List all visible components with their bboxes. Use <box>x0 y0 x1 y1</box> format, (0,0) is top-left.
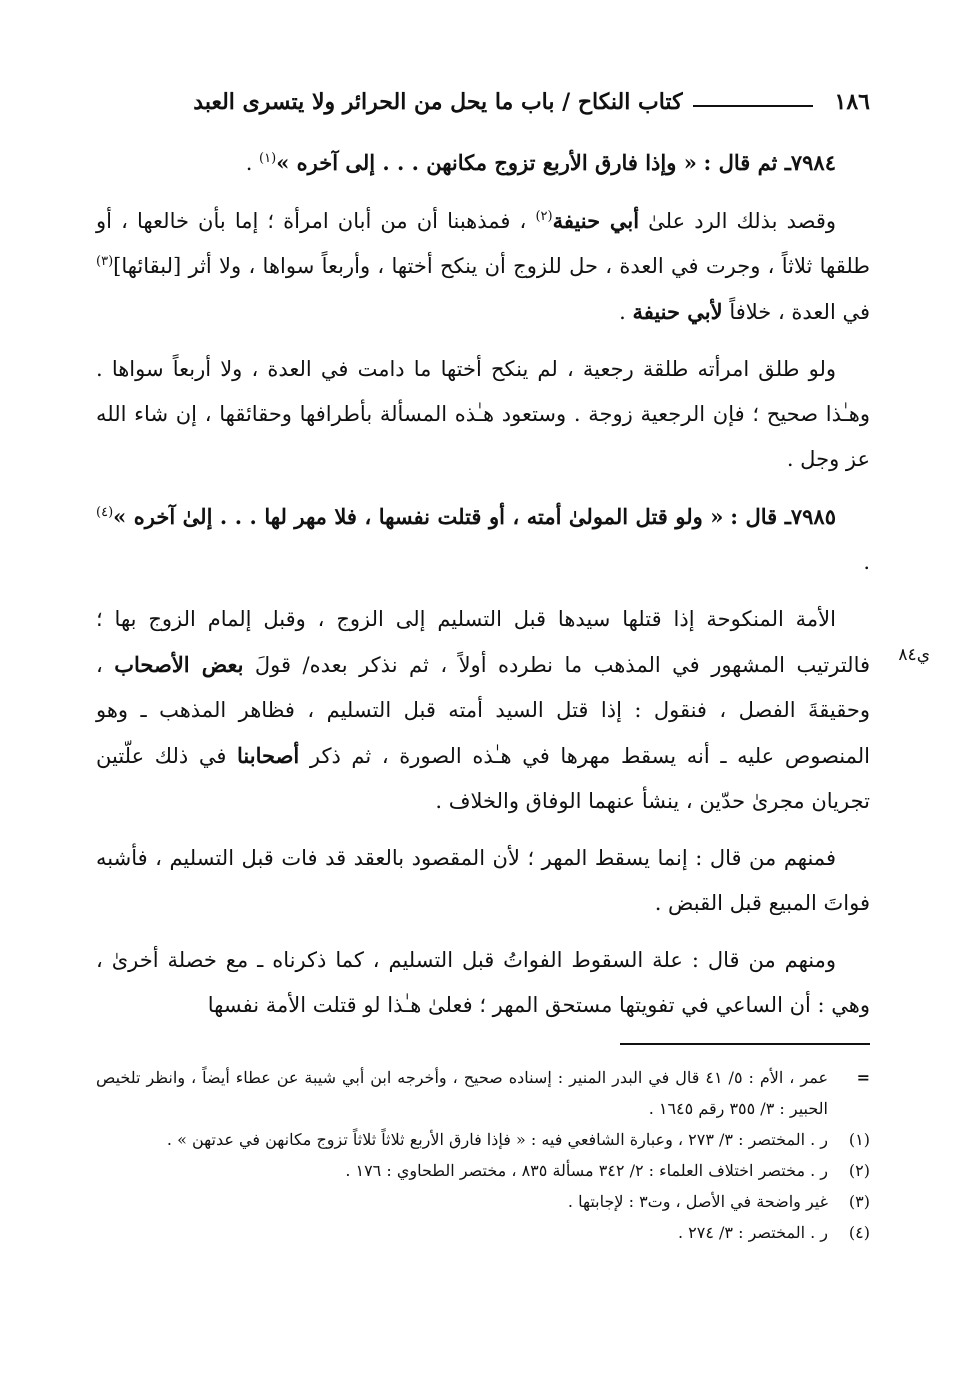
footnote-ref: (٣) <box>96 254 114 269</box>
footnote <box>96 1217 870 1248</box>
footnote-number: (٢) <box>848 1161 870 1180</box>
footnote-text: ر . المختصر : ٣/ ٢٧٣ ، وعبارة الشافعي فيه : « فإذا فارق الأربع ثلاثاً ثلاثاً تزوج مكانهن في عدتهن » . <box>166 1130 828 1149</box>
margin-folio-note: ي٨٤ <box>898 645 930 665</box>
paragraph: فمنهم من قال : إنما يسقط المهر ؛ لأن المقصود بالعقد قد فات قبل التسليم ، فأشبه فواتَ المبيع قبل القبض . <box>96 846 870 915</box>
main-text <box>96 140 870 1040</box>
footnote-separator <box>620 1043 870 1045</box>
footnote-text: ر . مختصر اختلاف العلماء : ٢/ ٣٤٢ مسألة ٨٣٥ ، مختصر الطحاوي : ١٧٦ . <box>345 1161 828 1180</box>
footnote <box>96 1155 870 1186</box>
paragraph-7985 <box>96 494 870 585</box>
entry-quote: « وإذا فارق الأربع تزوج مكانهن . . . إلى آخره » <box>276 150 697 175</box>
entry-quote: « ولو قتل المولىٰ أمته ، أو قتلت نفسها ، فلا مهر لها . . . إلىٰ آخره » <box>113 504 724 529</box>
entry-label: ٧٩٨٤ـ ثم قال : <box>703 150 836 175</box>
name-bold: لأبي حنيفة <box>632 299 723 324</box>
footnote-number: = <box>856 1068 870 1087</box>
punct: . <box>245 151 260 175</box>
footnote-ref: (٤) <box>96 505 114 520</box>
text-run: في ذلك علّتين تجريان مجرىٰ حدّين ، ينشأ عنهما الوفاق والخلاف . <box>96 744 870 813</box>
paragraph <box>96 198 870 335</box>
header-rule <box>693 105 813 107</box>
paragraph: ومنهم من قال : علة السقوط الفواتُ قبل التسليم ، كما ذكرناه ـ مع خصلة أخرىٰ ، وهي : أن الساعي في تفويتها مستحق المهر ؛ فعلىٰ هـٰذا لو قتلت الأمة نفسها <box>96 948 870 1017</box>
page-header <box>96 82 870 122</box>
text-bold: بعض الأصحاب <box>114 652 244 677</box>
footnote-text: عمر ، الأم : ٥/ ٤١ قال في البدر المنير : إسناده صحيح ، وأخرجه ابن أبي شيبة عن عطاء أيضاً ، وانظر تلخيص الحبير : ٣/ ٣٥٥ رقم ١٦٤٥ . <box>96 1068 829 1118</box>
footnote-ref: (١) <box>259 151 277 166</box>
text-bold: أصحابنا <box>237 743 300 768</box>
footnote-ref: (٢) <box>535 209 553 224</box>
footnote <box>96 1186 870 1217</box>
footnote-text: غير واضحة في الأصل ، وت٣ : لإجابتها . <box>567 1192 828 1211</box>
footnotes <box>96 1062 870 1248</box>
footnote-number: (١) <box>848 1130 870 1149</box>
paragraph-7984 <box>96 140 870 186</box>
text-run: ، وحقيقةَ الفصل ، فنقول : إذا قتل السيد أمته قبل التسليم ، فظاهر المذهب ـ وهو المنصوص عليه ـ أنه يسقط مهرها في هـٰذه الصورة ، ثم ذكر <box>96 653 870 768</box>
footnote <box>96 1124 870 1155</box>
entry-label: ٧٩٨٥ـ قال : <box>730 504 836 529</box>
page-number: ١٨٦ <box>834 89 870 115</box>
punct: . <box>619 300 633 324</box>
text-run: وقصد بذلك الرد علىٰ <box>639 209 836 233</box>
text-run: ، فمذهبنا أن من أبان امرأة ؛ إما بأن خالعها ، أو طلقها ثلاثاً ، وجرت في العدة ، حل للزوج أن ينكح أختها ، وأربعاً سواها ، ولا أثر [لبقائها] <box>96 209 870 278</box>
text-run: في العدة ، خلافاً <box>722 300 870 324</box>
footnote-number: (٣) <box>848 1192 870 1211</box>
running-title: كتاب النكاح / باب ما يحل من الحرائر ولا يتسرى العبد <box>193 89 683 115</box>
text-run: الأمة المنكوحة إذا قتلها سيدها قبل التسليم إلى الزوج ، وقبل إلمام الزوج بها ؛ فالترتيب المشهور في المذهب ما نطرده أولاً ، ثم نذكر بعده/ قولَ <box>96 607 871 677</box>
footnote <box>96 1062 870 1124</box>
paragraph <box>96 597 870 824</box>
paragraph: ولو طلق امرأته طلقة رجعية ، لم ينكح أختها ما دامت في العدة ، ولا أربعاً سواها . وهـٰذا صحيح ؛ فإن الرجعية زوجة . وستعود هـٰذه المسألة بأطرافها وحقائقها ، إن شاء الله عز وجل . <box>96 357 870 471</box>
footnote-text: ر . المختصر : ٣/ ٢٧٤ . <box>677 1223 828 1242</box>
footnote-number: (٤) <box>848 1223 870 1242</box>
name-bold: أبي حنيفة <box>552 208 640 233</box>
punct: . <box>863 550 870 574</box>
